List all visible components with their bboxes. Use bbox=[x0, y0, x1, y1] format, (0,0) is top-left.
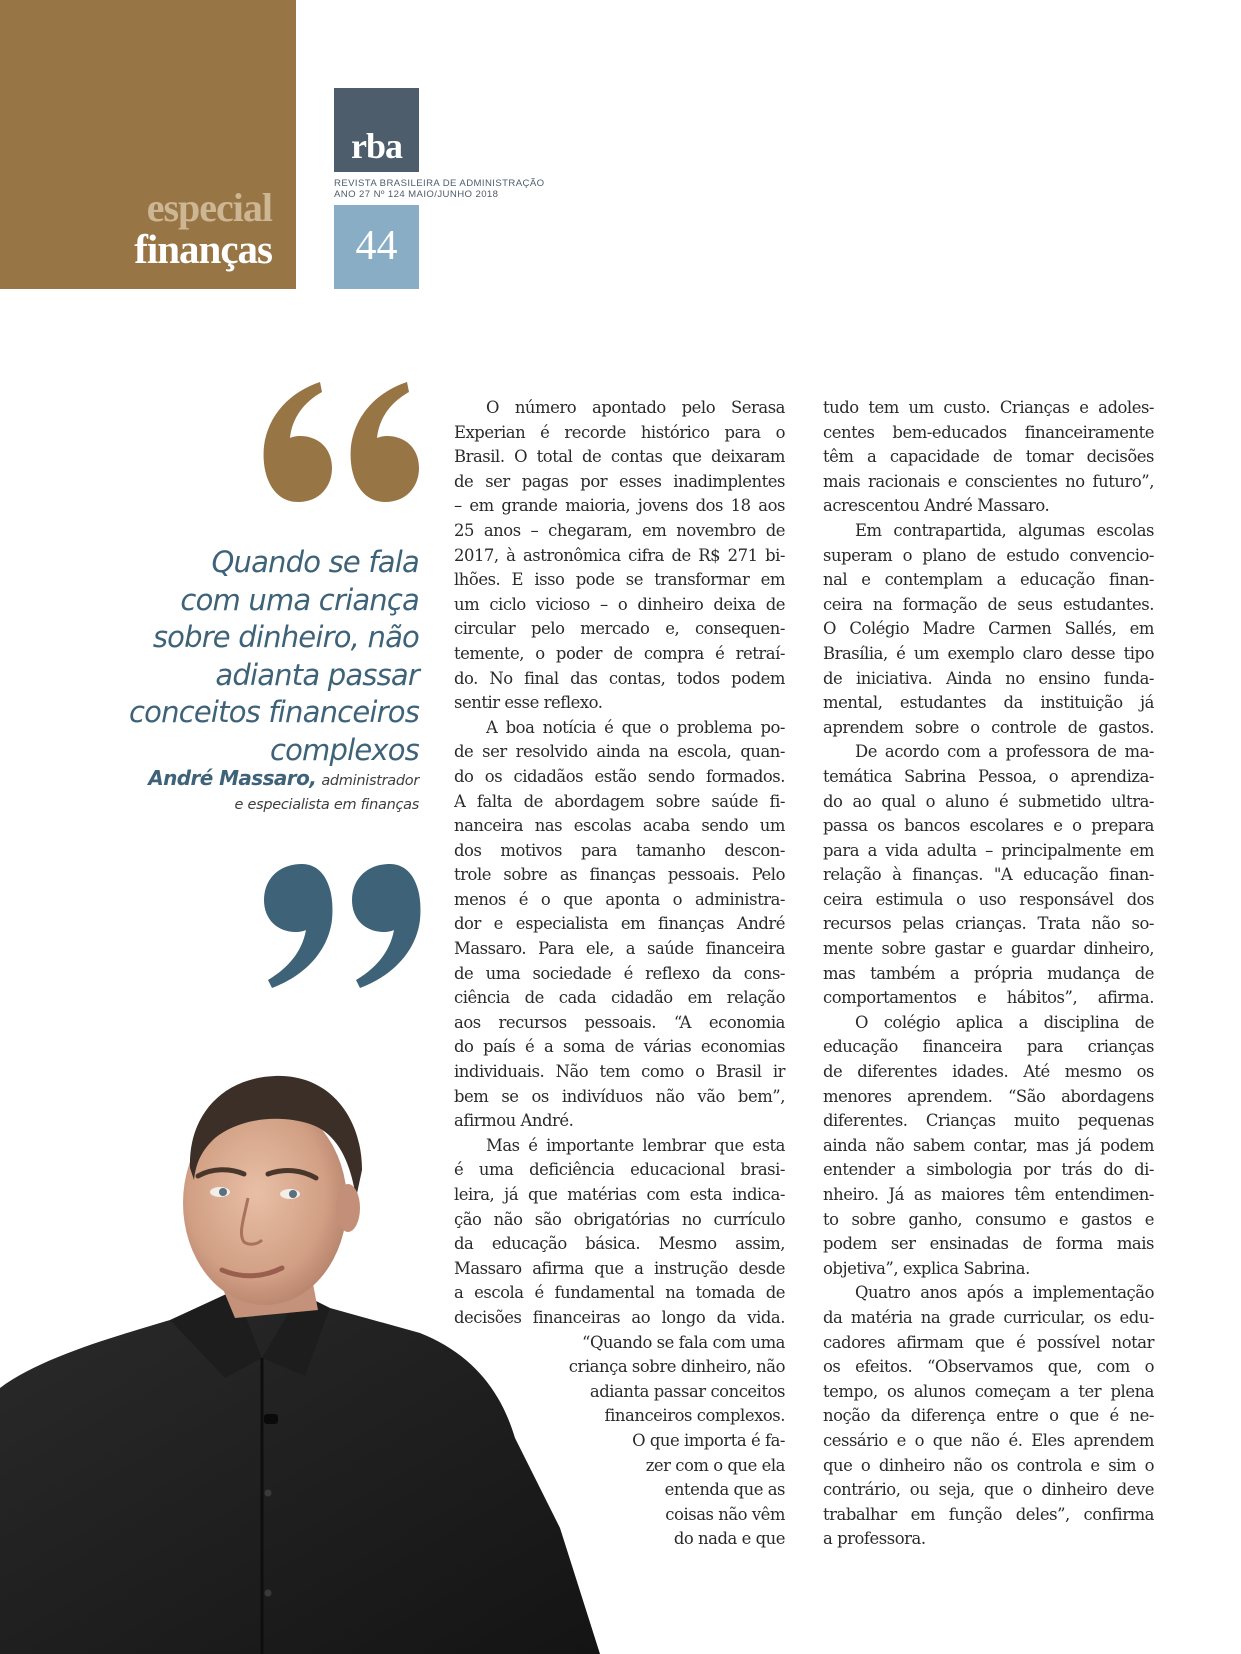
section-banner bbox=[0, 0, 296, 289]
close-quote-icon bbox=[256, 862, 428, 990]
article-line: comportamentos e hábitos”, afirma. bbox=[823, 988, 1154, 1008]
article-line: ainda não sabem contar, mas já podem bbox=[823, 1135, 1154, 1155]
logo-text: rba bbox=[351, 126, 402, 166]
article-line: coisas não vêm bbox=[665, 1504, 785, 1524]
article-line: 2017, à astronômica cifra de R$ 271 bi- bbox=[454, 545, 785, 565]
article-line: tudo tem um custo. Crianças e adoles- bbox=[823, 398, 1154, 417]
article-line: criança sobre dinheiro, não bbox=[568, 1357, 785, 1377]
quote-author-role-2: e especialista em finanças bbox=[234, 797, 419, 813]
article-line: bem se os indivíduos não vão bem”, bbox=[454, 1086, 785, 1106]
article-line: mas também a própria mudança de bbox=[823, 963, 1154, 983]
article-line: recursos pelas crianças. Trata não so- bbox=[823, 914, 1154, 934]
article-line: O colégio aplica a disciplina de bbox=[855, 1012, 1154, 1032]
article-line: de ser pagas por esses inadimplentes bbox=[454, 471, 785, 491]
article-line: mais racionais e conscientes no futuro”, bbox=[823, 471, 1154, 491]
article-line: individuais. Não tem como o Brasil ir bbox=[454, 1062, 785, 1082]
article-line: A falta de abordagem sobre saúde fi- bbox=[454, 791, 785, 811]
article-line: O Colégio Madre Carmen Sallés, em bbox=[823, 619, 1154, 639]
article-line: temática Sabrina Pessoa, o aprendiza- bbox=[823, 766, 1154, 786]
article-line: – em grande maioria, jovens dos 18 aos bbox=[454, 496, 785, 516]
article-line: diferentes. Crianças muito pequenas bbox=[823, 1111, 1154, 1131]
article-line: podem ser ensinadas de forma mais bbox=[823, 1234, 1154, 1254]
article-line: contrário, ou seja, que o dinheiro deve bbox=[823, 1480, 1154, 1500]
article-line: Mas é importante lembrar que esta bbox=[486, 1135, 785, 1155]
quote-author-role: administrador bbox=[321, 773, 419, 789]
article-line: menos é o que aponta o administra- bbox=[454, 889, 785, 909]
article-line: educação financeira para crianças bbox=[823, 1037, 1154, 1057]
article-line: aos recursos pessoais. “A economia bbox=[454, 1012, 785, 1032]
pull-quote bbox=[79, 544, 419, 769]
article-line: O número apontado pelo Serasa bbox=[486, 398, 785, 417]
section-label-especial: especial bbox=[146, 185, 272, 230]
article-line: nheiro. Já as maiores têm entendimen- bbox=[823, 1185, 1154, 1204]
quote-author: André Massaro, bbox=[148, 766, 317, 790]
article-line: lhões. E isso pode se transformar em bbox=[454, 570, 785, 590]
section-label-financas: finanças bbox=[134, 226, 272, 272]
article-line: decisões financeiras ao longo da vida. bbox=[454, 1307, 785, 1327]
article-line: cadores afirmam que é possível notar bbox=[823, 1332, 1154, 1352]
article-line: dos motivos para tamanho descon- bbox=[454, 840, 785, 860]
article-line: é uma deficiência educacional brasi- bbox=[454, 1160, 785, 1180]
article-line: Massaro afirma que a instrução desde bbox=[454, 1258, 785, 1278]
article-line: A boa notícia é que o problema po- bbox=[486, 717, 785, 737]
article-line: entender a simbologia por trás do di- bbox=[823, 1160, 1154, 1180]
article-line: do ao qual o aluno é submetido ultra- bbox=[823, 791, 1154, 811]
article-column-1 bbox=[454, 396, 785, 1552]
article-line: do. No final das contas, todos podem bbox=[454, 668, 785, 688]
article-line: financeiros complexos. bbox=[604, 1406, 785, 1426]
article-line: Brasil. O total de contas que deixaram bbox=[454, 447, 785, 467]
article-line: que o dinheiro não os controla e sim o bbox=[823, 1455, 1154, 1475]
article-line: Massaro. Para ele, a saúde financeira bbox=[454, 939, 785, 959]
article-line: “Quando se fala com uma bbox=[582, 1332, 785, 1352]
article-line: centes bem-educados financeiramente bbox=[823, 422, 1154, 442]
article-line: objetiva”, explica Sabrina. bbox=[823, 1258, 1030, 1278]
article-line: um ciclo vicioso – o dinheiro deixa de bbox=[454, 594, 785, 614]
article-line: menores aprendem. “São abordagens bbox=[823, 1086, 1154, 1106]
masthead-issue: ANO 27 Nº 124 MAIO/JUNHO 2018 bbox=[334, 189, 499, 200]
article-line: dor e especialista em finanças André bbox=[454, 914, 785, 934]
pull-quote-line: com uma criança bbox=[180, 582, 419, 617]
article-line: adianta passar conceitos bbox=[589, 1381, 785, 1401]
article-line: de ser resolvido ainda na escola, quan- bbox=[454, 742, 785, 762]
page-number-box bbox=[334, 205, 419, 289]
article-line: de diferentes idades. Até mesmo os bbox=[823, 1062, 1154, 1082]
article-line: nal e contemplam a educação finan- bbox=[823, 570, 1154, 590]
article-line: zer com o que ela bbox=[645, 1455, 785, 1475]
article-line: passa os bancos escolares e o prepara bbox=[823, 816, 1154, 836]
article-line: trole sobre as finanças pessoais. Pelo bbox=[454, 865, 785, 885]
article-line: ção não são obrigatórias no currículo bbox=[454, 1209, 785, 1229]
article-line: O que importa é fa- bbox=[632, 1430, 785, 1450]
article-line: de uma sociedade é reflexo da cons- bbox=[454, 963, 785, 983]
article-line: ciência de cada cidadão em relação bbox=[454, 988, 785, 1008]
open-quote-icon bbox=[252, 380, 427, 505]
article-line: relação à finanças. "A educação finan- bbox=[823, 865, 1154, 885]
article-line: ceira estimula o uso responsável dos bbox=[823, 889, 1154, 909]
article-line: Experian é recorde histórico para o bbox=[454, 422, 785, 442]
article-line: a professora. bbox=[823, 1529, 926, 1549]
article-line: nanceira nas escolas acaba sendo um bbox=[454, 816, 785, 836]
article-line: Quatro anos após a implementação bbox=[855, 1283, 1154, 1303]
article-line: aprendem sobre o controle de gastos. bbox=[823, 717, 1154, 737]
article-line: mente sobre gastar e guardar dinheiro, bbox=[823, 939, 1154, 959]
masthead-title: REVISTA BRASILEIRA DE ADMINISTRAÇÃO bbox=[334, 178, 545, 189]
article-line: cessário e o que não é. Eles aprendem bbox=[823, 1430, 1154, 1450]
article-line: circular pelo mercado e, consequen- bbox=[454, 619, 785, 639]
article-line: temente, o poder de compra é retraí- bbox=[454, 643, 785, 663]
article-line: os efeitos. “Observamos que, com o bbox=[823, 1357, 1154, 1377]
article-line: a escola é fundamental na tomada de bbox=[454, 1283, 785, 1303]
article-line: afirmou André. bbox=[454, 1111, 574, 1131]
article-column-2 bbox=[823, 396, 1154, 1552]
pull-quote-line: complexos bbox=[269, 732, 419, 767]
quote-attribution bbox=[148, 766, 419, 817]
article-line: trabalhar em função deles”, confirma bbox=[823, 1504, 1154, 1524]
article-line: de iniciativa. Ainda no ensino funda- bbox=[823, 668, 1154, 688]
pull-quote-line: conceitos financeiros bbox=[129, 695, 419, 729]
article-line: acrescentou André Massaro. bbox=[823, 496, 1050, 516]
rba-logo bbox=[334, 88, 419, 172]
article-line: da matéria na grade curricular, os edu- bbox=[823, 1307, 1154, 1327]
article-line: noção da diferença entre o que é ne- bbox=[823, 1406, 1154, 1426]
article-line: Em contrapartida, algumas escolas bbox=[855, 520, 1154, 540]
article-line: sentir esse reflexo. bbox=[454, 693, 603, 713]
pull-quote-line: adianta passar bbox=[215, 657, 419, 692]
article-line: para a vida adulta – principalmente em bbox=[823, 840, 1154, 860]
article-line: superam o plano de estudo convencio- bbox=[823, 545, 1154, 565]
article-line: da educação básica. Mesmo assim, bbox=[454, 1234, 785, 1254]
pull-quote-line: sobre dinheiro, não bbox=[152, 620, 419, 654]
article-line: ceira na formação de seus estudantes. bbox=[823, 594, 1154, 614]
article-line: entenda que as bbox=[664, 1480, 785, 1500]
page-number: 44 bbox=[355, 223, 398, 269]
pull-quote-line: Quando se fala bbox=[211, 545, 419, 579]
article-line: leira, já que matérias com esta indica- bbox=[454, 1185, 785, 1204]
article-line: Brasília, é um exemplo claro desse tipo bbox=[823, 643, 1154, 663]
article-line: to sobre ganho, consumo e gastos e bbox=[823, 1209, 1154, 1229]
article-line: do nada e que bbox=[673, 1529, 785, 1549]
article-line: do os cidadãos estão sendo formados. bbox=[454, 766, 785, 786]
article-line: 25 anos – chegaram, em novembro de bbox=[454, 520, 785, 540]
article-line: De acordo com a professora de ma- bbox=[855, 742, 1154, 762]
article-line: mental, estudantes da instituição já bbox=[823, 693, 1154, 713]
article-line: têm a capacidade de tomar decisões bbox=[823, 447, 1154, 467]
article-line: tempo, os alunos começam a ter plena bbox=[823, 1381, 1154, 1401]
article-line: do país é a soma de várias economias bbox=[454, 1037, 785, 1057]
